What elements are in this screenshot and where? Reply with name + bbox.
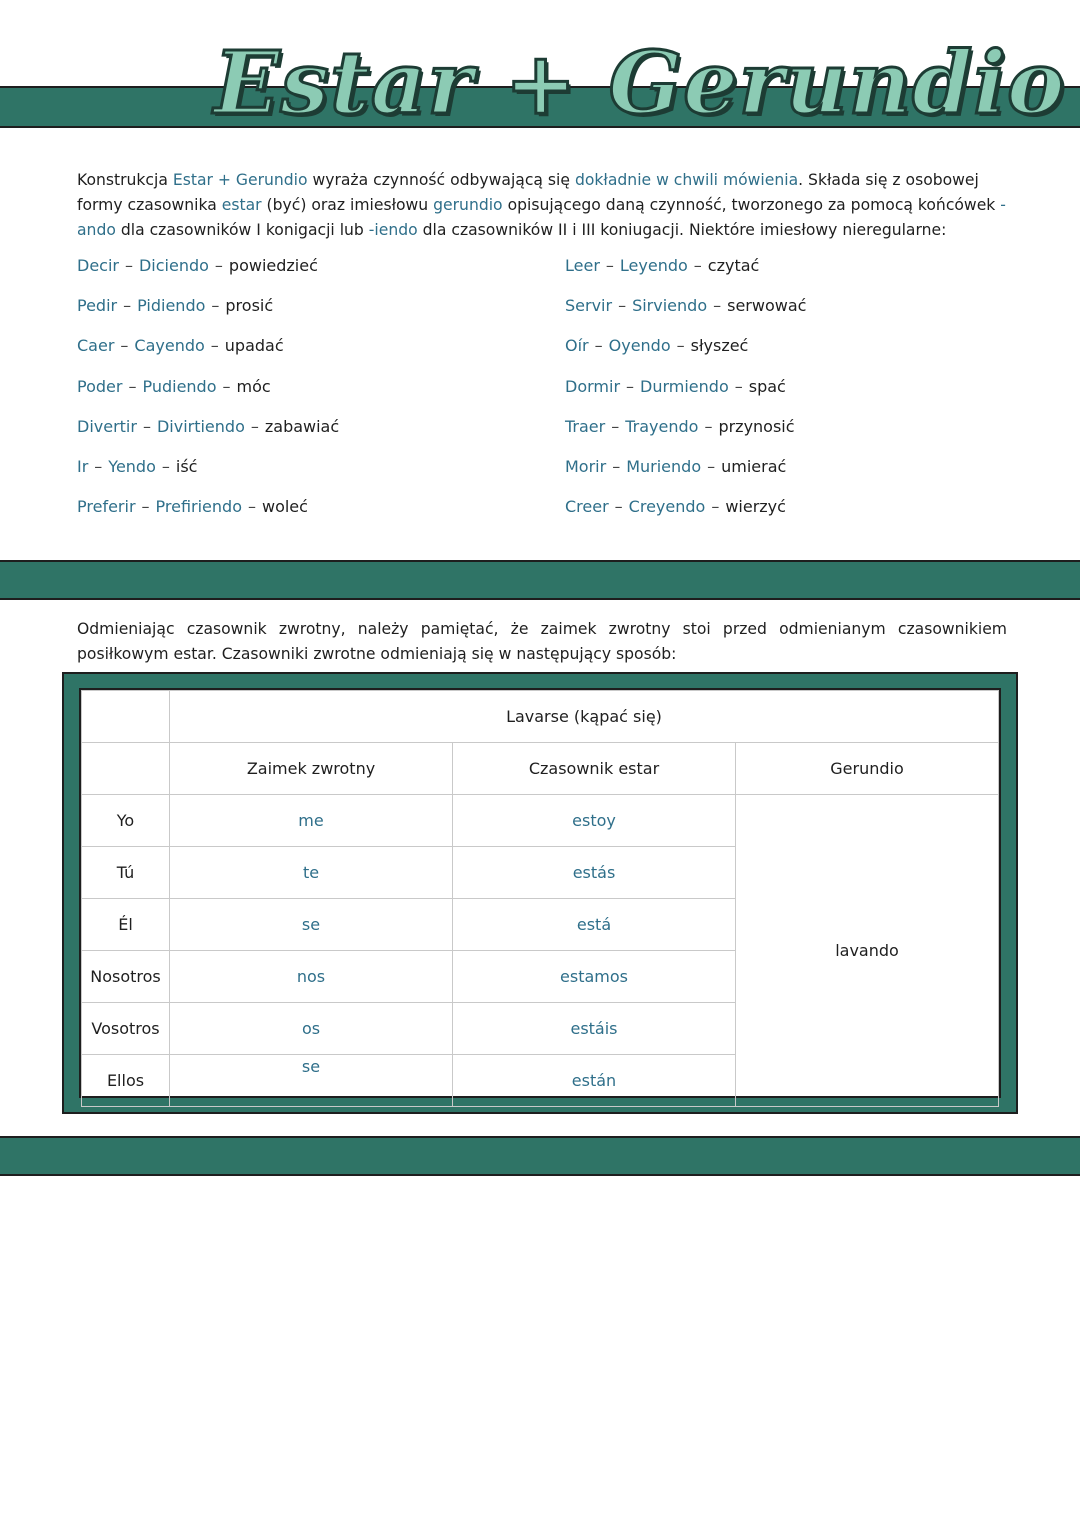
pronoun-cell: Yo [82, 795, 170, 847]
table-row [82, 795, 999, 847]
verb-gerundio: Divirtiendo [156, 416, 245, 436]
intro-text: opisującego daną czynność, tworzonego za pomocą końcówek [502, 196, 1001, 214]
reflexive-cell: te [170, 847, 453, 899]
header-gerundio: Gerundio [736, 743, 999, 795]
verb-translation: zabawiać [264, 416, 340, 436]
verb-translation: czytać [707, 256, 760, 275]
reflexive-cell: me [170, 795, 453, 847]
verb-translation: spać [748, 376, 786, 396]
verb-infinitive: Dormir [565, 376, 621, 396]
verb-infinitive: Decir [77, 256, 119, 275]
verb-infinitive: Creer [565, 497, 609, 517]
reflexive-cell: os [170, 1003, 453, 1055]
reflexive-value: se [301, 1057, 321, 1076]
pronoun-cell: Nosotros [82, 951, 170, 1003]
reflexive-paragraph: Odmieniając czasownik zwrotny, należy pamiętać, że zaimek zwrotny stoi przed odmienianym czasownikiem posiłkowym estar. Czasowniki zwrotne odmieniają się w następujący sposób: [77, 620, 1007, 663]
estar-cell: estáis [453, 1003, 736, 1055]
dash: – [161, 456, 170, 476]
verb-translation: prosić [225, 296, 274, 316]
reflexive-cell: nos [170, 951, 453, 1003]
dash: – [247, 497, 256, 517]
verb-infinitive: Oír [565, 336, 589, 356]
dash: – [676, 336, 685, 356]
verb-gerundio: Leyendo [619, 256, 688, 275]
dash: – [250, 416, 259, 436]
dash: – [611, 416, 620, 436]
dash: – [704, 416, 713, 436]
verb-row [77, 417, 339, 457]
pronoun-cell: Ellos [82, 1055, 170, 1107]
verb-list-left [77, 256, 339, 537]
verb-gerundio: Oyendo [608, 336, 671, 356]
dash: – [693, 256, 702, 275]
estar-cell: está [453, 899, 736, 951]
title-wrap [208, 30, 1071, 142]
gerundio-cell: lavando [736, 795, 999, 1107]
verb-translation: słyszeć [690, 336, 749, 356]
intro-text: (być) oraz imiesłowu [261, 196, 434, 214]
intro-text: . Składa się z osobowej formy czasownika [77, 171, 979, 214]
intro-highlight: -ando [77, 196, 1006, 239]
dash: – [605, 256, 614, 275]
verb-gerundio: Diciendo [138, 256, 209, 275]
reflexive-cell [170, 1055, 453, 1107]
verb-translation: móc [236, 376, 271, 396]
verb-list-right [565, 256, 806, 537]
verb-gerundio: Cayendo [134, 336, 205, 356]
verb-row [565, 497, 806, 537]
estar-cell: están [453, 1055, 736, 1107]
empty-cell [82, 743, 170, 795]
estar-cell: estamos [453, 951, 736, 1003]
page-title: Estar + Gerundio [214, 33, 1066, 134]
dash: – [222, 376, 231, 396]
verb-row [565, 256, 806, 296]
verb-infinitive: Morir [565, 456, 607, 476]
section-divider [0, 560, 1080, 600]
verb-row [77, 377, 339, 417]
dash: – [734, 376, 743, 396]
verb-gerundio: Pidiendo [137, 296, 206, 316]
empty-corner-cell [82, 691, 170, 743]
verb-row [565, 336, 806, 376]
verb-gerundio: Muriendo [626, 456, 702, 476]
header-reflexive-pronoun: Zaimek zwrotny [170, 743, 453, 795]
intro-text: Konstrukcja [77, 171, 173, 189]
verb-translation: wierzyć [725, 497, 786, 517]
verb-row [77, 256, 339, 296]
dash: – [618, 296, 627, 316]
verb-infinitive: Pedir [77, 296, 118, 316]
verb-infinitive: Traer [565, 416, 606, 436]
verb-infinitive: Servir [565, 296, 613, 316]
verb-translation: woleć [261, 497, 308, 517]
pronoun-cell: Tú [82, 847, 170, 899]
bottom-band [0, 1136, 1080, 1176]
verb-row [77, 457, 339, 497]
dash: – [214, 256, 223, 275]
intro-highlight: estar [221, 196, 262, 214]
intro-paragraph [77, 168, 1007, 243]
verb-translation: powiedzieć [228, 256, 318, 275]
conjugation-table-inner [79, 688, 1001, 1098]
dash: – [711, 497, 720, 517]
verb-row [565, 296, 806, 336]
verb-row [77, 296, 339, 336]
verb-infinitive: Leer [565, 256, 600, 275]
conjugation-table-frame [62, 672, 1018, 1114]
dash: – [94, 456, 103, 476]
verb-row [565, 457, 806, 497]
dash: – [594, 336, 603, 356]
verb-infinitive: Poder [77, 376, 123, 396]
verb-infinitive: Divertir [77, 416, 137, 436]
dash: – [210, 336, 219, 356]
verb-translation: iść [175, 456, 198, 476]
dash: – [713, 296, 722, 316]
verb-infinitive: Preferir [77, 497, 136, 517]
verb-gerundio: Prefiriendo [155, 497, 242, 517]
verb-row [565, 417, 806, 457]
conjugation-table [81, 690, 999, 1107]
dash: – [707, 456, 716, 476]
dash: – [141, 497, 150, 517]
pronoun-cell: Él [82, 899, 170, 951]
dash: – [626, 376, 635, 396]
intro-highlight: dokładnie w chwili mówienia [574, 171, 799, 189]
verb-translation: upadać [224, 336, 284, 356]
verb-gerundio: Durmiendo [640, 376, 729, 396]
intro-text: dla czasowników I konigacji lub [115, 221, 369, 239]
verb-gerundio: Pudiendo [142, 376, 217, 396]
verb-gerundio: Sirviendo [632, 296, 708, 316]
intro-highlight: -iendo [368, 221, 418, 239]
verb-gerundio: Trayendo [625, 416, 699, 436]
intro-highlight: Estar + Gerundio [172, 171, 308, 189]
dash: – [211, 296, 220, 316]
verb-infinitive: Caer [77, 336, 115, 356]
dash: – [142, 416, 151, 436]
verb-infinitive: Ir [77, 456, 89, 476]
dash: – [123, 296, 132, 316]
verb-title-cell: Lavarse (kąpać się) [170, 691, 999, 743]
estar-cell: estás [453, 847, 736, 899]
dash: – [128, 376, 137, 396]
verb-row [77, 336, 339, 376]
verb-translation: serwować [727, 296, 807, 316]
dash: – [612, 456, 621, 476]
verb-row [77, 497, 339, 537]
dash: – [124, 256, 133, 275]
reflexive-cell: se [170, 899, 453, 951]
verb-gerundio: Creyendo [628, 497, 706, 517]
dash: – [120, 336, 129, 356]
verb-translation: umierać [721, 456, 787, 476]
estar-cell: estoy [453, 795, 736, 847]
header-estar: Czasownik estar [453, 743, 736, 795]
intro-text: dla czasowników II i III koniugacji. Niektóre imiesłowy nieregularne: [417, 221, 947, 239]
verb-row [565, 377, 806, 417]
intro-highlight: gerundio [433, 196, 503, 214]
dash: – [614, 497, 623, 517]
verb-translation: przynosić [718, 416, 795, 436]
verb-gerundio: Yendo [108, 456, 156, 476]
intro-text: wyraża czynność odbywającą się [307, 171, 575, 189]
pronoun-cell: Vosotros [82, 1003, 170, 1055]
